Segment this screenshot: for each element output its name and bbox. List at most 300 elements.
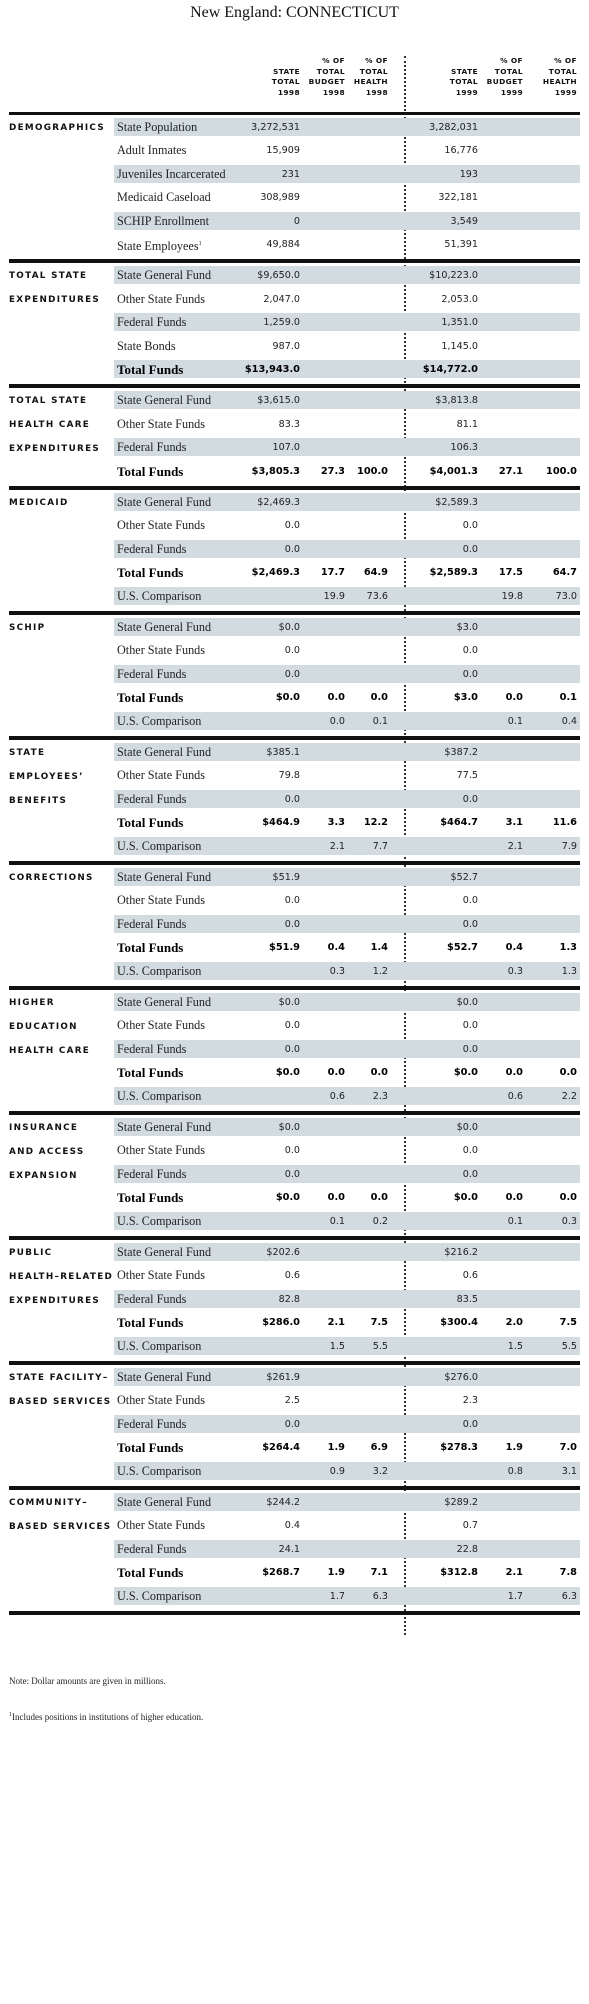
cell-value: 11.6 bbox=[552, 817, 577, 829]
row-label bbox=[117, 1118, 211, 1137]
section-name-line: HEALTH CARE bbox=[9, 420, 91, 431]
cell-value: 77.5 bbox=[456, 770, 478, 782]
row-label-text: Federal Funds bbox=[117, 1541, 187, 1556]
row-label-text: State General Fund bbox=[117, 495, 212, 509]
cell-value: 2.1 bbox=[327, 1317, 345, 1329]
column-header-line: % OF bbox=[322, 56, 345, 65]
column-header-line: 1999 bbox=[455, 87, 478, 97]
cell-value: $0.0 bbox=[275, 1067, 300, 1079]
row-label-text: Federal Funds bbox=[117, 1166, 187, 1181]
section-name-line: HEALTH–RELATED bbox=[9, 1272, 114, 1282]
section-name-line: PUBLIC bbox=[9, 1248, 53, 1258]
row-label bbox=[117, 790, 186, 809]
row-label bbox=[117, 1391, 205, 1410]
cell-value: $3.0 bbox=[453, 692, 478, 704]
cell-value: 0.0 bbox=[462, 668, 478, 680]
section-rule bbox=[9, 112, 580, 115]
cell-value: $0.0 bbox=[453, 1067, 478, 1079]
cell-value: 0.1 bbox=[559, 692, 577, 704]
cell-value: $2,469.3 bbox=[257, 497, 300, 508]
cell-value: 0.1 bbox=[507, 1215, 523, 1227]
cell-value: 987.0 bbox=[272, 340, 300, 352]
section-rule bbox=[9, 1236, 580, 1240]
column-header-line: STATE bbox=[450, 66, 478, 76]
cell-value: 6.3 bbox=[372, 1590, 388, 1602]
cell-value: 0.0 bbox=[462, 645, 478, 657]
cell-value: 16,776 bbox=[444, 145, 478, 157]
cell-value: 0.4 bbox=[327, 942, 345, 954]
cell-value: 0.0 bbox=[327, 1192, 345, 1204]
section-rule bbox=[9, 259, 580, 263]
column-header-line: TOTAL bbox=[359, 66, 388, 76]
cell-value: 2.3 bbox=[462, 1395, 478, 1407]
cell-value: 7.8 bbox=[559, 1567, 577, 1579]
row-label-text: Other State Funds bbox=[117, 1518, 206, 1533]
cell-value: 7.1 bbox=[370, 1567, 388, 1579]
column-header-line: TOTAL bbox=[271, 77, 300, 86]
row-label-text: U.S. Comparison bbox=[117, 713, 202, 728]
section-rule bbox=[9, 1361, 580, 1365]
cell-value: 6.3 bbox=[561, 1590, 577, 1602]
row-label-text: Total Funds bbox=[117, 463, 184, 479]
column-header-line: HEALTH bbox=[542, 77, 577, 86]
section-name bbox=[9, 1241, 113, 1313]
cell-value: 0.0 bbox=[462, 895, 478, 907]
cell-value: $3.0 bbox=[456, 622, 478, 633]
row-label-text: State General Fund bbox=[117, 268, 212, 283]
cell-value: 100.0 bbox=[357, 465, 388, 477]
cell-value: 1.3 bbox=[559, 942, 577, 954]
cell-value: 0.0 bbox=[462, 543, 478, 555]
cell-value: 64.9 bbox=[363, 567, 388, 579]
row-label bbox=[117, 688, 183, 707]
row-label-text: Other State Funds bbox=[117, 291, 206, 306]
row-label-text: Federal Funds bbox=[117, 1416, 187, 1431]
cell-value: 1.2 bbox=[372, 965, 388, 977]
row-label bbox=[117, 1188, 183, 1207]
section-name-line: HEALTH CARE bbox=[9, 1046, 91, 1056]
row-label bbox=[117, 1368, 211, 1387]
cell-value: $4,001.3 bbox=[429, 465, 478, 477]
cell-value: 1,351.0 bbox=[441, 317, 478, 329]
row-label-text: U.S. Comparison bbox=[117, 1463, 202, 1478]
cell-value: 0.1 bbox=[507, 715, 523, 727]
row-label bbox=[117, 516, 205, 535]
section-name-line: CORRECTIONS bbox=[9, 873, 94, 883]
cell-value: 0.3 bbox=[561, 1215, 577, 1227]
column-header bbox=[305, 56, 345, 98]
cell-value: 0.0 bbox=[370, 692, 388, 704]
cell-value: 322,181 bbox=[438, 192, 478, 204]
cell-value: 0.0 bbox=[284, 1020, 300, 1032]
cell-value: 308,989 bbox=[260, 192, 300, 204]
row-label bbox=[117, 266, 211, 285]
column-header-line: % OF bbox=[554, 56, 577, 65]
cell-value: $276.0 bbox=[444, 1372, 478, 1383]
footnote-mark: 1 bbox=[9, 1712, 12, 1718]
cell-value: 82.8 bbox=[278, 1293, 300, 1305]
section-name-line: EDUCATION bbox=[9, 1022, 78, 1032]
row-label-text: Other State Funds bbox=[117, 893, 206, 908]
cell-value: 0.4 bbox=[561, 715, 577, 727]
section-name bbox=[9, 1116, 85, 1188]
cell-value: $278.3 bbox=[440, 1442, 478, 1454]
cell-value: $264.4 bbox=[262, 1442, 300, 1454]
section-name-line: DEMOGRAPHICS bbox=[9, 123, 105, 133]
cell-value: $300.4 bbox=[440, 1317, 478, 1329]
section-name-line: TOTAL STATE bbox=[9, 271, 88, 282]
section-name bbox=[9, 1366, 111, 1414]
column-header-line: TOTAL bbox=[548, 66, 577, 76]
row-label bbox=[117, 563, 183, 582]
row-label-text: U.S. Comparison bbox=[117, 1588, 202, 1603]
cell-value: $0.0 bbox=[453, 1192, 478, 1204]
column-header-line: 1999 bbox=[500, 87, 523, 97]
cell-value: $0.0 bbox=[278, 997, 300, 1008]
cell-value: $3,615.0 bbox=[257, 395, 300, 407]
column-header bbox=[483, 56, 523, 98]
cell-value: 0.0 bbox=[462, 793, 478, 805]
cell-value: 0.0 bbox=[462, 1145, 478, 1157]
cell-value: 1,259.0 bbox=[263, 317, 300, 329]
row-label-text: U.S. Comparison bbox=[117, 1213, 202, 1228]
row-label bbox=[117, 1266, 205, 1285]
cell-value: 0.6 bbox=[507, 1090, 523, 1102]
cell-value: $0.0 bbox=[456, 997, 478, 1008]
section-rule bbox=[9, 861, 580, 865]
cell-value: 0.0 bbox=[284, 1043, 300, 1055]
cell-value: 79.8 bbox=[278, 770, 300, 782]
cell-value: $244.2 bbox=[266, 1497, 300, 1508]
cell-value: 0.0 bbox=[284, 895, 300, 907]
cell-value: 1.5 bbox=[329, 1340, 345, 1352]
cell-value: 2.1 bbox=[507, 840, 523, 852]
row-label-text: U.S. Comparison bbox=[117, 588, 202, 603]
section-name-line: EXPANSION bbox=[9, 1171, 78, 1181]
cell-value: 0.4 bbox=[505, 942, 523, 954]
row-label-text: State General Fund bbox=[117, 1495, 212, 1509]
row-label-text: Other State Funds bbox=[117, 518, 206, 533]
column-header-line: BUDGET bbox=[486, 77, 523, 86]
cell-value: 5.5 bbox=[372, 1340, 388, 1352]
cell-value: 193 bbox=[459, 168, 478, 180]
row-label-text: U.S. Comparison bbox=[117, 963, 202, 978]
cell-value: 19.9 bbox=[323, 590, 345, 602]
cell-value: 1.3 bbox=[561, 965, 577, 977]
cell-value: $10,223.0 bbox=[429, 270, 478, 282]
cell-value: 0.0 bbox=[462, 1168, 478, 1180]
cell-value: $0.0 bbox=[278, 1122, 300, 1133]
row-label-text: Federal Funds bbox=[117, 440, 187, 455]
row-label-text: U.S. Comparison bbox=[117, 1088, 202, 1103]
cell-value: 3,549 bbox=[450, 215, 478, 227]
cell-value: 2.1 bbox=[505, 1567, 523, 1579]
cell-value: $3,813.8 bbox=[435, 395, 478, 407]
cell-value: 27.3 bbox=[320, 465, 345, 477]
row-label-text: Total Funds bbox=[117, 1565, 184, 1581]
column-header-line: 1999 bbox=[554, 87, 577, 97]
cell-value: 0.0 bbox=[462, 918, 478, 930]
cell-value: 3.1 bbox=[505, 817, 523, 829]
column-header bbox=[230, 67, 300, 99]
cell-value: 73.6 bbox=[366, 590, 388, 602]
cell-value: 1.9 bbox=[327, 1442, 345, 1454]
row-label bbox=[117, 462, 183, 481]
cell-value: 0.7 bbox=[462, 1520, 478, 1532]
column-header bbox=[537, 56, 577, 98]
section-name-line: BASED SERVICES bbox=[9, 1522, 112, 1532]
cell-value: 0.0 bbox=[284, 918, 300, 930]
cell-value: 0.8 bbox=[507, 1465, 523, 1477]
row-label bbox=[117, 1337, 201, 1356]
section-name-line: TOTAL STATE bbox=[9, 396, 88, 407]
cell-value: $261.9 bbox=[266, 1372, 300, 1383]
section-name bbox=[9, 866, 94, 890]
row-label-text: Other State Funds bbox=[117, 1268, 206, 1283]
row-label bbox=[117, 438, 186, 457]
row-label-text: State General Fund bbox=[117, 745, 212, 759]
cell-value: $0.0 bbox=[275, 1192, 300, 1204]
column-header-line: TOTAL bbox=[494, 66, 523, 76]
cell-value: 1.7 bbox=[507, 1590, 523, 1602]
row-label bbox=[117, 665, 186, 684]
row-label bbox=[117, 993, 211, 1012]
cell-value: $2,589.3 bbox=[429, 567, 478, 579]
cell-value: 0.0 bbox=[462, 1043, 478, 1055]
column-header-line: % OF bbox=[500, 56, 523, 65]
cell-value: $387.2 bbox=[444, 747, 478, 758]
cell-value: 0.0 bbox=[284, 1168, 300, 1180]
row-label bbox=[117, 188, 211, 207]
cell-value: 0.1 bbox=[372, 715, 388, 727]
row-label bbox=[117, 641, 205, 660]
cell-value: 0.0 bbox=[284, 793, 300, 805]
cell-value: 0.0 bbox=[505, 1192, 523, 1204]
cell-value: $9,650.0 bbox=[257, 270, 300, 282]
cell-value: 81.1 bbox=[456, 418, 478, 430]
cell-value: 49,884 bbox=[266, 239, 300, 250]
section-rule bbox=[9, 486, 580, 490]
section-name-line: SCHIP bbox=[9, 623, 46, 633]
section-rule bbox=[9, 1111, 580, 1115]
row-label bbox=[117, 712, 201, 731]
cell-value: 51,391 bbox=[444, 239, 478, 250]
row-band bbox=[114, 360, 580, 378]
row-label bbox=[117, 891, 205, 910]
row-label-text: Total Funds bbox=[117, 565, 184, 581]
row-label-text: Federal Funds bbox=[117, 541, 187, 556]
column-header-line: 1998 bbox=[322, 87, 345, 97]
row-label bbox=[117, 141, 186, 160]
row-label-text: Total Funds bbox=[117, 1190, 184, 1206]
cell-value: 0.6 bbox=[329, 1090, 345, 1102]
row-label bbox=[117, 743, 211, 762]
row-label bbox=[117, 813, 183, 832]
cell-value: 0.0 bbox=[284, 668, 300, 680]
row-label-text: Federal Funds bbox=[117, 315, 187, 330]
row-label bbox=[117, 1040, 186, 1059]
row-label-text: Adult Inmates bbox=[117, 143, 187, 158]
cell-value: 1.9 bbox=[327, 1567, 345, 1579]
row-label-text: Juveniles Incarcerated bbox=[117, 166, 226, 181]
section-name-line: BENEFITS bbox=[9, 796, 68, 806]
cell-value: 3.3 bbox=[327, 817, 345, 829]
row-label bbox=[117, 290, 205, 309]
cell-value: $268.7 bbox=[262, 1567, 300, 1579]
row-label bbox=[117, 118, 197, 137]
section-name-line: STATE bbox=[9, 748, 46, 758]
cell-value: 17.5 bbox=[498, 567, 523, 579]
row-label-text: Federal Funds bbox=[117, 1291, 187, 1306]
cell-value: 83.3 bbox=[278, 418, 300, 430]
section-name-line: STATE FACILITY– bbox=[9, 1373, 109, 1383]
section-rule bbox=[9, 736, 580, 740]
cell-value: 100.0 bbox=[546, 465, 577, 477]
row-label bbox=[117, 1462, 201, 1481]
row-label bbox=[117, 212, 209, 231]
section-name-line: COMMUNITY– bbox=[9, 1498, 88, 1508]
cell-value: $464.9 bbox=[262, 817, 300, 829]
cell-value: $13,943.0 bbox=[244, 364, 300, 375]
cell-value: 2.5 bbox=[284, 1395, 300, 1407]
row-label-text: State General Fund bbox=[117, 620, 212, 634]
row-label bbox=[117, 493, 211, 512]
section-name bbox=[9, 991, 90, 1063]
row-label-text: State General Fund bbox=[117, 870, 212, 884]
cell-value: 22.8 bbox=[456, 1543, 478, 1555]
cell-value: 19.8 bbox=[501, 590, 523, 602]
row-label bbox=[117, 868, 211, 887]
cell-value: 0.0 bbox=[462, 1020, 478, 1032]
section-name-line: EMPLOYEES’ bbox=[9, 772, 84, 782]
section-rule bbox=[9, 986, 580, 990]
cell-value: 0.6 bbox=[462, 1270, 478, 1282]
row-label bbox=[117, 962, 201, 981]
cell-value: 0.0 bbox=[462, 1418, 478, 1430]
section-name bbox=[9, 389, 100, 461]
row-label-text: Total Funds bbox=[117, 690, 184, 706]
cell-value: 2,053.0 bbox=[441, 293, 478, 305]
row-label bbox=[117, 1087, 201, 1106]
row-label-text: Total Funds bbox=[117, 1315, 184, 1331]
section-name-line: MEDICAID bbox=[9, 498, 69, 508]
cell-value: 12.2 bbox=[363, 817, 388, 829]
section-name bbox=[9, 491, 69, 515]
cell-value: 7.5 bbox=[370, 1317, 388, 1329]
column-header bbox=[408, 67, 478, 99]
row-label-text: U.S. Comparison bbox=[117, 1338, 202, 1353]
cell-value: 1.7 bbox=[329, 1590, 345, 1602]
row-label bbox=[117, 165, 226, 184]
row-label-text: Total Funds bbox=[117, 1065, 184, 1081]
cell-value: 1.5 bbox=[507, 1340, 523, 1352]
cell-value: 15,909 bbox=[266, 145, 300, 157]
row-label-text: State Bonds bbox=[117, 338, 176, 353]
cell-value: $14,772.0 bbox=[422, 364, 478, 375]
row-label bbox=[117, 313, 186, 332]
row-label-text: Total Funds bbox=[117, 362, 184, 377]
row-label bbox=[117, 1063, 183, 1082]
cell-value: 27.1 bbox=[498, 465, 523, 477]
cell-value: 0.9 bbox=[329, 1465, 345, 1477]
row-label bbox=[117, 1516, 205, 1535]
cell-value: $3,805.3 bbox=[251, 465, 300, 477]
cell-value: 0.2 bbox=[372, 1215, 388, 1227]
cell-value: $286.0 bbox=[262, 1317, 300, 1329]
cell-value: 0.0 bbox=[329, 715, 345, 727]
row-label-text: Total Funds bbox=[117, 940, 184, 956]
row-label bbox=[117, 1563, 183, 1582]
row-label-text: Federal Funds bbox=[117, 791, 187, 806]
column-header-line: BUDGET bbox=[308, 77, 345, 86]
section-name-line: EXPENDITURES bbox=[9, 444, 101, 455]
cell-value: 1.4 bbox=[370, 942, 388, 954]
row-label bbox=[117, 766, 205, 785]
cell-value: 3.2 bbox=[372, 1465, 388, 1477]
cell-value: 7.7 bbox=[372, 840, 388, 852]
cell-value: $52.7 bbox=[450, 872, 478, 883]
cell-value: $0.0 bbox=[456, 1122, 478, 1133]
row-label bbox=[117, 337, 176, 356]
row-label-text: Other State Funds bbox=[117, 1143, 206, 1158]
cell-value: 0.0 bbox=[505, 692, 523, 704]
cell-value: 3,282,031 bbox=[429, 122, 478, 133]
cell-value: 3,272,531 bbox=[251, 122, 300, 133]
page-title: New England: CONNECTICUT bbox=[190, 4, 399, 21]
column-header-line: 1998 bbox=[365, 87, 388, 97]
cell-value: 0.1 bbox=[329, 1215, 345, 1227]
row-label-text: Federal Funds bbox=[117, 1041, 187, 1056]
row-label-text: State General Fund bbox=[117, 995, 212, 1009]
cell-value: 2.3 bbox=[372, 1090, 388, 1102]
cell-value: 0.0 bbox=[284, 645, 300, 657]
cell-value: 0.0 bbox=[327, 1067, 345, 1079]
cell-value: 0.3 bbox=[507, 965, 523, 977]
row-label bbox=[117, 1540, 186, 1559]
cell-value: $464.7 bbox=[440, 817, 478, 829]
cell-value: $51.9 bbox=[272, 872, 300, 883]
cell-value: 7.5 bbox=[559, 1317, 577, 1329]
section-rule bbox=[9, 611, 580, 615]
cell-value: 2.0 bbox=[505, 1317, 523, 1329]
cell-value: 0.0 bbox=[559, 1067, 577, 1079]
cell-value: 0.0 bbox=[284, 520, 300, 532]
section-rule bbox=[9, 384, 580, 388]
row-label bbox=[117, 837, 201, 856]
cell-value: $0.0 bbox=[278, 622, 300, 633]
cell-value: 0.3 bbox=[329, 965, 345, 977]
row-label-text: State General Fund bbox=[117, 1120, 212, 1134]
cell-value: $52.7 bbox=[447, 942, 478, 954]
cell-value: 106.3 bbox=[450, 442, 478, 454]
row-label bbox=[117, 235, 202, 256]
row-label-text: SCHIP Enrollment bbox=[117, 213, 209, 228]
section-name-line: AND ACCESS bbox=[9, 1147, 85, 1157]
row-label-text: State General Fund bbox=[117, 1370, 212, 1384]
row-label bbox=[117, 1165, 186, 1184]
row-label-text: Other State Funds bbox=[117, 768, 206, 783]
row-label bbox=[117, 618, 211, 637]
section-name bbox=[9, 616, 45, 640]
footnote-ref: 1 bbox=[198, 241, 202, 247]
row-label-text: Total Funds bbox=[117, 815, 184, 831]
cell-value: 0.0 bbox=[505, 1067, 523, 1079]
cell-value: 1,145.0 bbox=[441, 340, 478, 352]
row-label bbox=[117, 1212, 201, 1231]
row-label bbox=[117, 1313, 183, 1332]
row-label bbox=[117, 915, 186, 934]
cell-value: 1.9 bbox=[505, 1442, 523, 1454]
